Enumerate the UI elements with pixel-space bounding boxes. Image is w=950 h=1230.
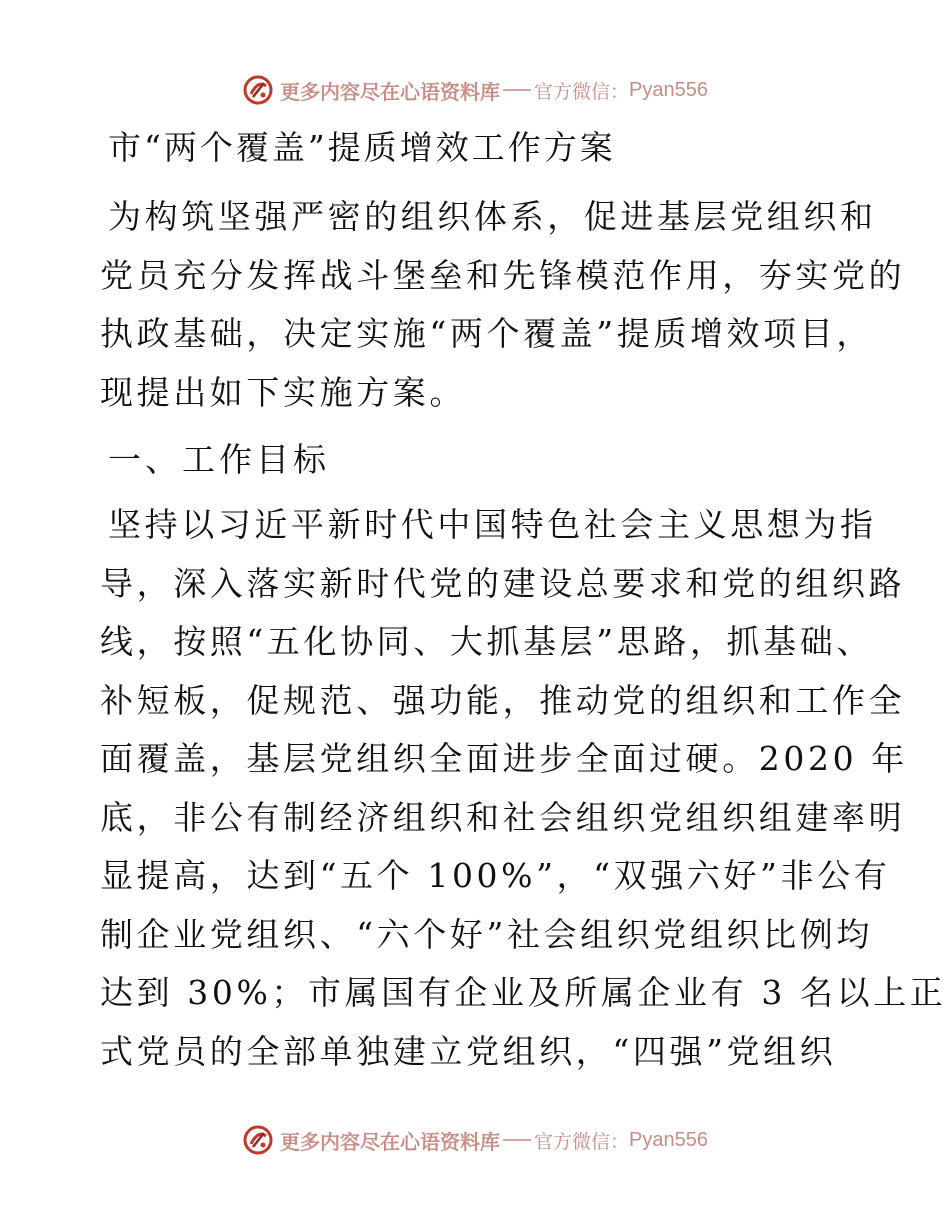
body-line: 显提高，达到“五个 100%”，“双强六好”非公有 bbox=[100, 856, 891, 895]
watermark-brand: 更多内容尽在心语资料库 bbox=[280, 79, 500, 104]
intro-paragraph bbox=[100, 188, 906, 422]
watermark-wechat-id: Pyan556 bbox=[629, 78, 708, 101]
watermark-banner-bottom bbox=[0, 1120, 950, 1160]
body-line: 线，按照“五化协同、大抓基层”思路，抓基础、 bbox=[100, 622, 873, 661]
seal-logo-icon bbox=[242, 74, 274, 106]
body-line: 制企业党组织、“六个好”社会组织党组织比例均 bbox=[100, 914, 873, 954]
body-line: 导，深入落实新时代党的建设总要求和党的组织路 bbox=[100, 563, 906, 603]
watermark-official: 官方微信 bbox=[534, 80, 611, 103]
body-line: 底，非公有制经济组织和社会组织党组织组建率明 bbox=[100, 797, 906, 837]
document-body bbox=[100, 118, 947, 1081]
document-title: 市“两个覆盖”提质增效工作方案 bbox=[108, 128, 616, 167]
intro-line: 党员充分发挥战斗堡垒和先锋模范作用，夯实党的 bbox=[100, 255, 906, 295]
body-line: 达到 30%；市属国有企业及所属企业有 3 名以上正 bbox=[100, 973, 947, 1012]
watermark-separator bbox=[503, 89, 531, 91]
intro-line: 执政基础，决定实施“两个覆盖”提质增效项目， bbox=[100, 314, 873, 353]
body-line: 面覆盖，基层党组织全面进步全面过硬。2020 年 bbox=[100, 739, 908, 778]
intro-line: 为构筑坚强严密的组织体系，促进基层党组织和 bbox=[108, 197, 877, 236]
intro-line: 现提出如下实施方案。 bbox=[100, 372, 466, 412]
body-line: 式党员的全部单独建立党组织，“四强”党组织 bbox=[100, 1031, 837, 1071]
watermark-separator bbox=[503, 1139, 531, 1141]
body-line: 坚持以习近平新时代中国特色社会主义思想为指 bbox=[108, 505, 877, 544]
seal-logo-icon bbox=[242, 1124, 274, 1156]
watermark-brand: 更多内容尽在心语资料库 bbox=[280, 1129, 500, 1154]
watermark-banner-top bbox=[0, 70, 950, 110]
body-paragraph bbox=[100, 496, 947, 1081]
watermark-colon: ： bbox=[610, 80, 630, 103]
watermark-official: 官方微信 bbox=[534, 1130, 611, 1153]
section-heading: 一、工作目标 bbox=[108, 440, 330, 479]
watermark-colon: ： bbox=[610, 1130, 630, 1153]
body-line: 补短板，促规范、强功能，推动党的组织和工作全 bbox=[100, 680, 906, 720]
watermark-wechat-id: Pyan556 bbox=[629, 1128, 708, 1151]
